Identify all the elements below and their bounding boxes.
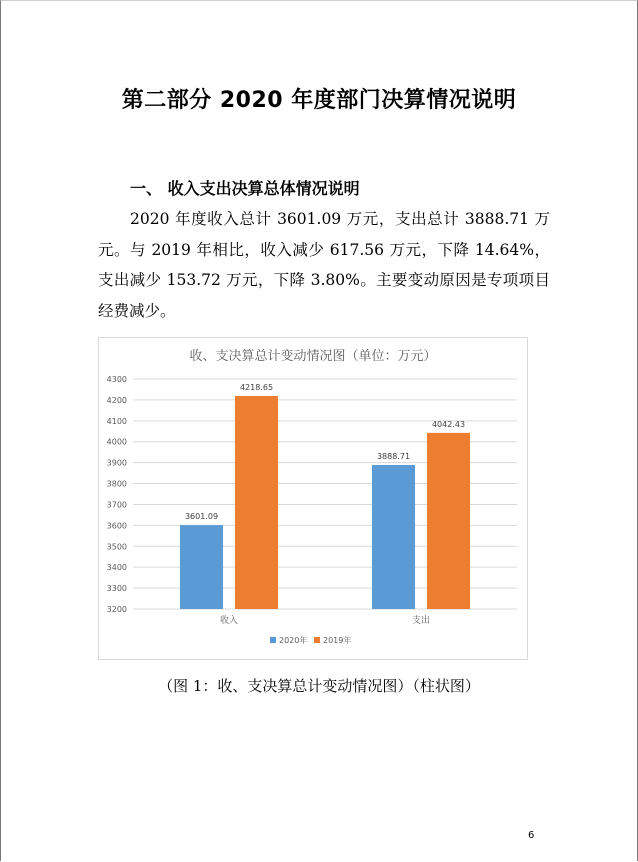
y-tick-label: 3600 — [106, 521, 127, 531]
figure-caption: （图 1：收、支决算总计变动情况图）（柱状图） — [158, 677, 480, 695]
bar — [427, 433, 470, 609]
y-tick-label: 3400 — [106, 563, 127, 573]
page-number: 6 — [528, 830, 535, 841]
body-paragraph: 2020 年度收入总计 3601.09 万元，支出总计 3888.71 万元。与 2019 年相比，收入减少 617.56 万元，下降 14.64%，支出减少 153.72 万元，下降 3.80%。主要变动原因是专项项目经费减少。 — [98, 210, 550, 320]
bar — [180, 525, 223, 609]
bar — [235, 396, 278, 609]
y-tick-label: 3200 — [106, 605, 127, 614]
section-heading: 一、 收入支出决算总体情况说明 — [130, 179, 360, 198]
data-label: 4042.43 — [431, 419, 466, 429]
data-label: 4218.65 — [239, 383, 274, 393]
y-tick-label: 4000 — [106, 437, 127, 447]
y-tick-label: 4300 — [106, 375, 127, 384]
x-tick-label: 收入 — [219, 616, 239, 626]
bar-chart — [98, 337, 528, 660]
bar — [372, 465, 415, 609]
data-label: 3888.71 — [376, 451, 411, 461]
chart-title: 收、支决算总计变动情况图（单位：万元） — [189, 349, 437, 364]
page-title: 第二部分 2020 年度部门决算情况说明 — [121, 88, 517, 113]
legend-swatch — [314, 637, 320, 643]
y-tick-label: 4100 — [106, 416, 127, 426]
legend-label: 2019年 — [323, 636, 352, 645]
x-tick-label: 支出 — [411, 616, 431, 626]
y-tick-label: 3900 — [106, 458, 127, 468]
y-tick-label: 3800 — [106, 479, 127, 489]
y-tick-label: 3300 — [106, 584, 127, 594]
legend-label: 2020年 — [279, 636, 308, 645]
legend-swatch — [270, 637, 276, 643]
bar-chart-svg — [99, 338, 527, 659]
data-label: 3601.09 — [184, 512, 219, 522]
y-tick-label: 3500 — [106, 542, 127, 552]
y-tick-label: 4200 — [106, 395, 127, 405]
y-tick-label: 3700 — [106, 500, 127, 510]
